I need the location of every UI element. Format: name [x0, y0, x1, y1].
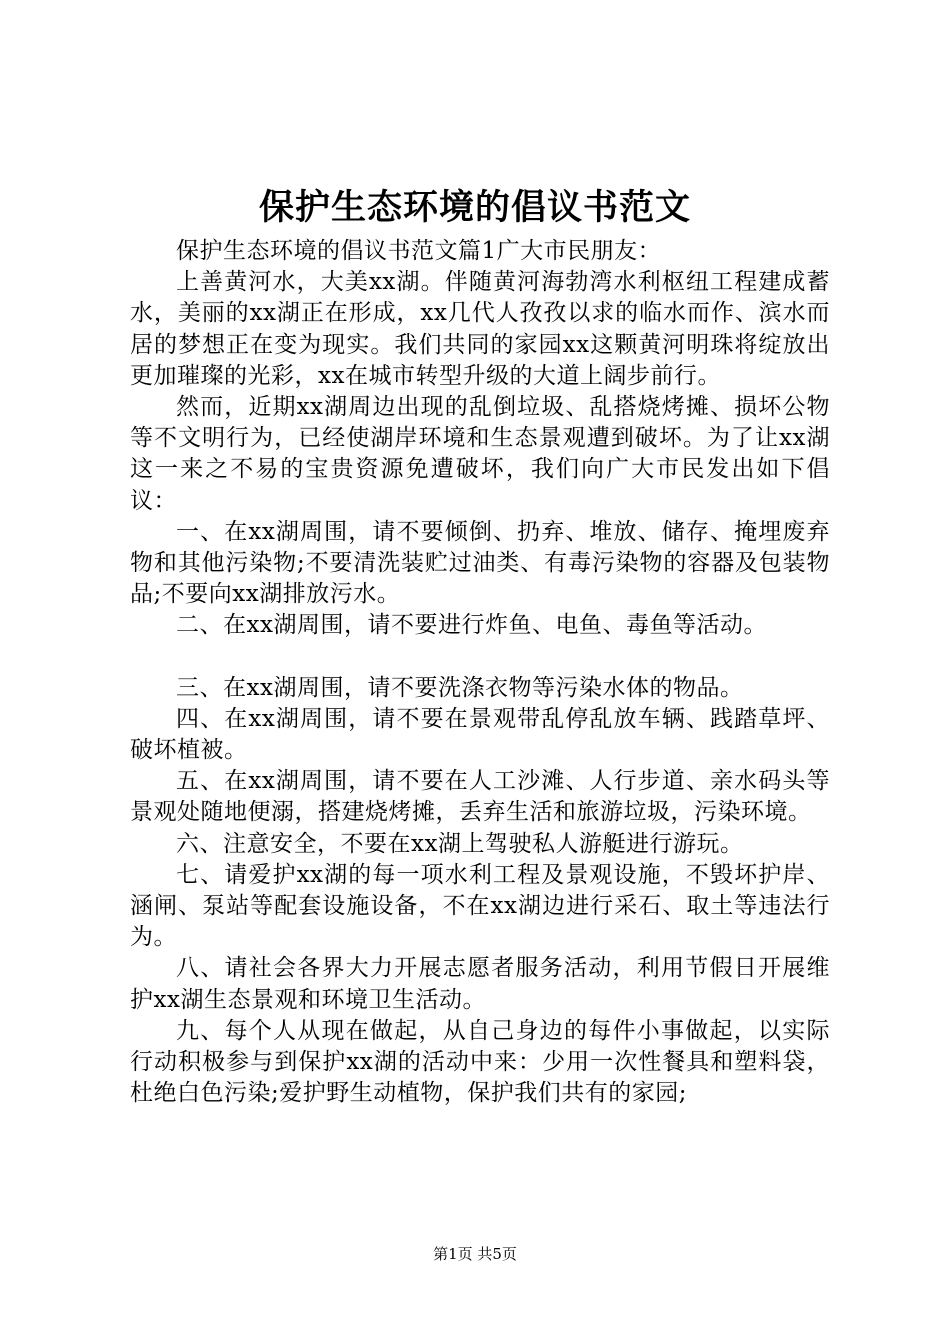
proposal-item-2: 二、在xx湖周围，请不要进行炸鱼、电鱼、毒鱼等活动。: [176, 612, 767, 639]
paragraph-1: 上善黄河水，大美xx湖。伴随黄河海勃湾水利枢纽工程建成蓄水，美丽的xx湖正在形成，xx几代人孜孜以求的临水而作、滨水而居的梦想正在变为现实。我们共同的家园xx这颗黄河明珠将绽放出更加璀璨的光彩，xx在城市转型升级的大道上阔步前行。: [130, 269, 830, 389]
proposal-item-3: 三、在xx湖周围，请不要洗涤衣物等污染水体的物品。: [176, 674, 744, 701]
proposal-item-9: 九、每个人从现在做起，从自己身边的每件小事做起，以实际行动积极参与到保护xx湖的活动中来：少用一次性餐具和塑料袋，杜绝白色污染;爱护野生动植物，保护我们共有的家园;: [130, 1017, 830, 1107]
proposal-item-4: 四、在xx湖周围，请不要在景观带乱停乱放车辆、践踏草坪、破坏植被。: [130, 705, 830, 764]
proposal-item-1: 一、在xx湖周围，请不要倾倒、扔弃、堆放、储存、掩埋废弃物和其他污染物;不要清洗装贮过油类、有毒污染物的容器及包装物品;不要向xx湖排放污水。: [130, 518, 830, 608]
document-title: 保护生态环境的倡议书范文: [258, 187, 691, 228]
proposal-item-7: 七、请爱护xx湖的每一项水利工程及景观设施，不毁坏护岸、涵闸、泵站等配套设施设备，不在xx湖边进行采石、取土等违法行为。: [130, 861, 830, 951]
paragraph-2: 然而，近期xx湖周边出现的乱倒垃圾、乱搭烧烤摊、损坏公物等不文明行为，已经使湖岸环境和生态景观遭到破坏。为了让xx湖这一来之不易的宝贵资源免遭破坏，我们向广大市民发出如下倡议：: [130, 394, 830, 514]
proposal-item-5: 五、在xx湖周围，请不要在人工沙滩、人行步道、亲水码头等景观处随地便溺，搭建烧烤摊，丢弃生活和旅游垃圾，污染环境。: [130, 768, 830, 826]
page-footer: 第1页 共5页: [433, 1245, 517, 1263]
paragraph-intro: 保护生态环境的倡议书范文篇1广大市民朋友：: [176, 238, 662, 264]
proposal-item-6: 六、注意安全，不要在xx湖上驾驶私人游艇进行游玩。: [176, 830, 744, 857]
document-body: [130, 236, 830, 1109]
proposal-item-8: 八、请社会各界大力开展志愿者服务活动，利用节假日开展维护xx湖生态景观和环境卫生活动。: [130, 955, 830, 1013]
